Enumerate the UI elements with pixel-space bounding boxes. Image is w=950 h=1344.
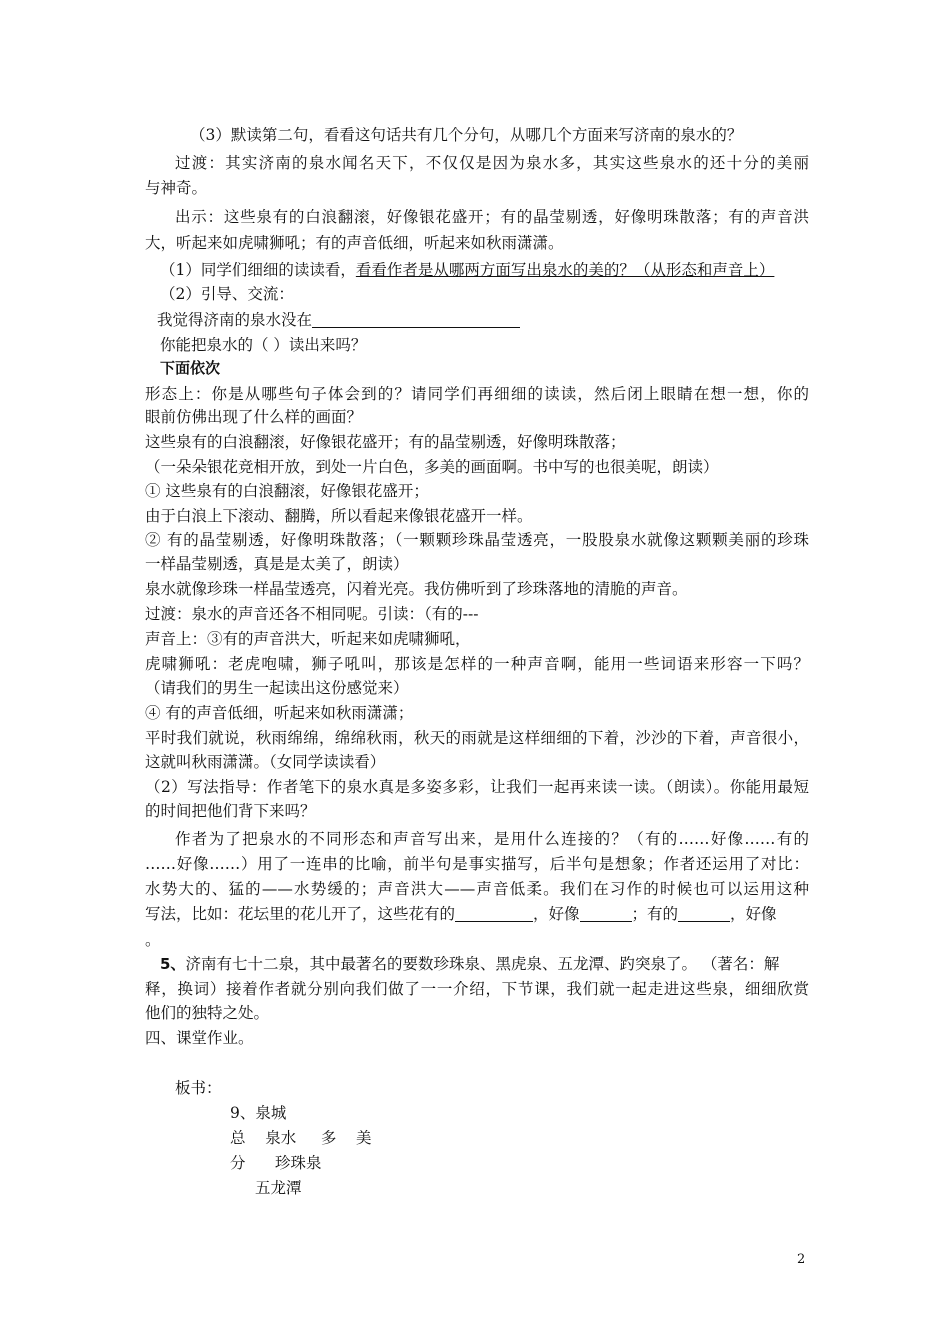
page-number: 2 [797,1252,806,1267]
text-line: 他们的独特之处。 [145,1004,270,1022]
text-line: ……好像……）用了一连串的比喻，前半句是事实描写，后半句是想象；作者还运用了对比： [145,855,809,873]
text-line: 虎啸狮吼：老虎咆啸，狮子吼叫，那该是怎样的一种声音啊，能用一些词语来形容一下吗？ [145,655,809,673]
text-segment: ，好像 [533,905,580,923]
board-line: 总 泉水 多 美 [230,1129,372,1147]
text-line: （2）写法指导：作者笔下的泉水真是多姿多彩，让我们一起再来读一读。（朗读）。你能用最短 [145,778,809,796]
text-line: 。 [145,931,161,949]
underlined-question: 看看作者是从哪两方面写出泉水的美的？（从形态和声音上） [355,261,775,279]
item-number: 5、 [160,955,186,973]
fill-in-blank [678,905,730,922]
text-segment: ，好像 [730,905,777,923]
text-line: （3）默读第二句，看看这句话共有几个分句，从哪几个方面来写济南的泉水的？ [190,126,743,144]
text-line: （请我们的男生一起读出这份感觉来） [145,679,409,697]
text-line: 声音上：③有的声音洪大，听起来如虎啸狮吼， [145,630,471,648]
text-line: （2）引导、交流： [160,285,294,303]
text-segment: 济南有七十二泉，其中最著名的要数珍珠泉、黑虎泉、五龙潭、趵突泉了。 （著名：解 [185,955,780,973]
text-line: ④ 有的声音低细，听起来如秋雨潇潇； [145,704,414,722]
text-line: 与神奇。 [145,179,208,197]
board-line: 9、泉城 [230,1104,287,1122]
text-line: 释，换词）接着作者就分别向我们做了一一介绍，下节课，我们就一起走进这些泉，细细欣赏 [145,980,809,998]
board-title: 板书： [175,1079,222,1097]
fill-in-blank [455,905,533,922]
text-segment: ；有的 [631,905,679,923]
text-line [145,903,809,925]
text-line: 形态上：你是从哪些句子体会到的？请同学们再细细的读读，然后闭上眼睛在想一想，你的 [145,385,809,403]
text-line [157,309,821,331]
text-segment: 我觉得济南的泉水没在 [157,311,313,329]
text-line [160,259,810,281]
text-line [160,953,810,975]
text-line: 这些泉有的白浪翻滚，好像银花盛开；有的晶莹剔透，好像明珠散落； [145,433,626,451]
text-line: 大，听起来如虎啸狮吼；有的声音低细，听起来如秋雨潇潇。 [145,234,564,252]
text-line: ① 这些泉有的白浪翻滚，好像银花盛开； [145,482,429,500]
text-line: 平时我们就说，秋雨绵绵，绵绵秋雨，秋天的雨就是这样细细的下着，沙沙的下着，声音很小， [145,729,809,747]
text-line: （一朵朵银花竞相开放，到处一片白色，多美的画面啊。书中写的也很美呢，朗读） [145,458,719,476]
text-line: 你能把泉水的（ ）读出来吗？ [160,336,367,354]
text-line: 作者为了把泉水的不同形态和声音写出来，是用什么连接的？（有的……好像……有的 [175,830,809,848]
board-line: 五龙潭 [255,1179,302,1197]
text-line: 泉水就像珍珠一样晶莹透亮，闪着光亮。我仿佛听到了珍珠落地的清脆的声音。 [145,580,688,598]
board-line: 分 珍珠泉 [230,1154,322,1172]
text-line: 这就叫秋雨潇潇。（女同学读读看） [145,753,386,771]
text-line: 出示：这些泉有的白浪翻滚，好像银花盛开；有的晶莹剔透，好像明珠散落；有的声音洪 [175,208,809,226]
text-line: ② 有的晶莹剔透，好像明珠散落；（一颗颗珍珠晶莹透亮，一股股泉水就像这颗颗美丽的珍珠 [145,531,809,549]
text-line: 水势大的、猛的——水势缓的；声音洪大——声音低柔。我们在习作的时候也可以运用这种 [145,880,809,898]
text-line: 的时间把他们背下来吗？ [145,802,316,820]
text-line: 眼前仿佛出现了什么样的画面？ [145,408,363,426]
text-segment: 写法，比如：花坛里的花儿开了，这些花有的 [145,905,456,923]
text-line: 由于白浪上下滚动、翻腾，所以看起来像银花盛开一样。 [145,507,533,525]
text-line: 过渡：其实济南的泉水闻名天下，不仅仅是因为泉水多，其实这些泉水的还十分的美丽 [175,154,809,172]
fill-in-blank [580,905,632,922]
fill-in-blank [312,311,520,328]
text-line: 四、课堂作业。 [145,1029,254,1047]
text-line: 一样晶莹剔透，真是是太美了，朗读） [145,555,409,573]
text-segment: （1）同学们细细的读读看， [160,261,356,279]
section-heading: 下面依次 [160,359,221,377]
text-line: 过渡：泉水的声音还各不相同呢。引读：（有的--- [145,605,479,623]
